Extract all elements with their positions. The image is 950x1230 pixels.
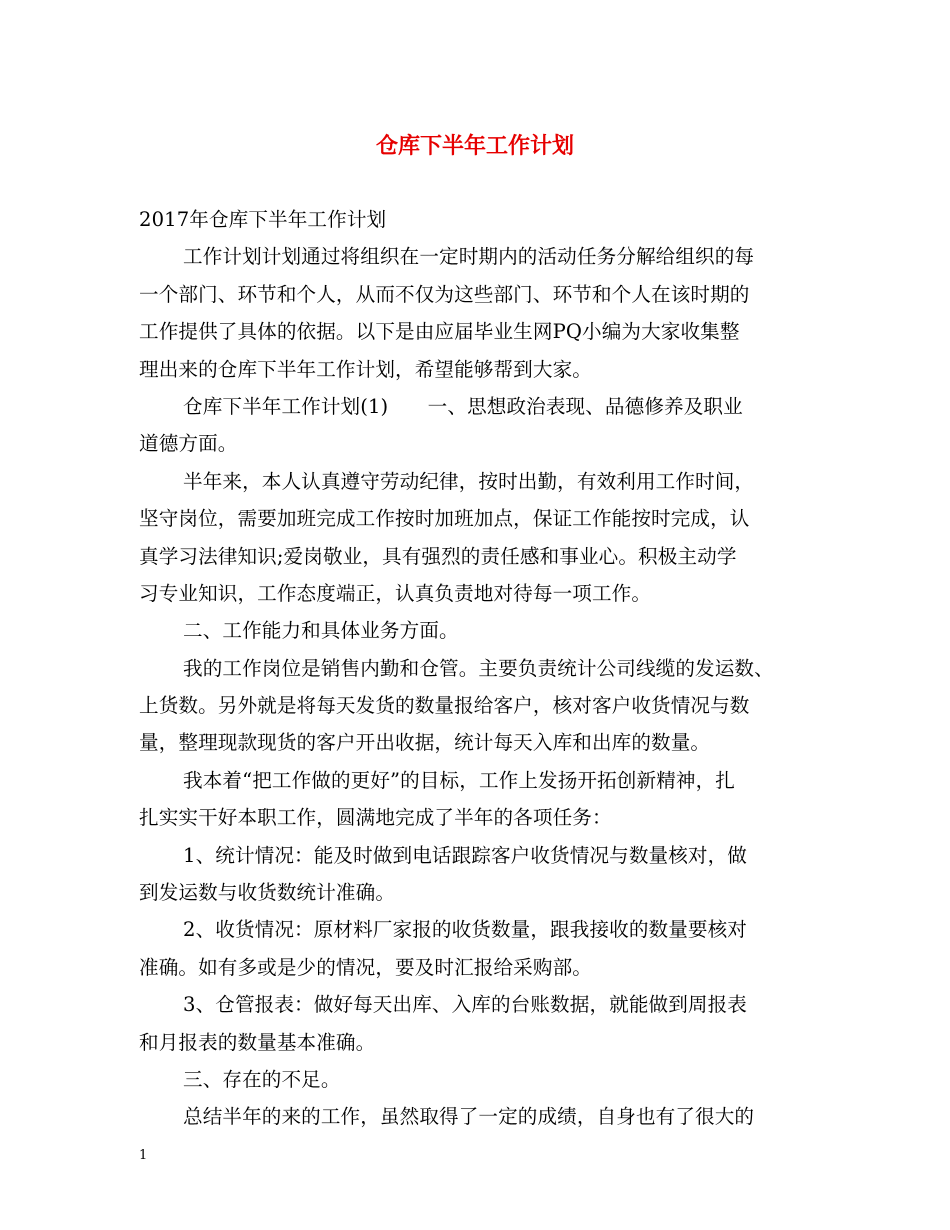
text-line: 工作提供了具体的依据。以下是由应届毕业生网PQ小编为大家收集整 [139, 320, 740, 344]
text-line: 仓库下半年工作计划(1) 一、思想政治表现、品德修养及职业 [183, 394, 743, 418]
text-line: 一个部门、环节和个人，从而不仅为这些部门、环节和个人在该时期的 [139, 282, 750, 306]
text-line: 2、收货情况：原材料厂家报的收货数量，跟我接收的数量要核对 [183, 918, 747, 942]
text-line: 半年来，本人认真遵守劳动纪律，按时出勤，有效利用工作时间， [183, 469, 755, 493]
text-line: 和月报表的数量基本准确。 [139, 1030, 376, 1054]
text-line: 到发运数与收货数统计准确。 [139, 881, 396, 905]
text-line: 真学习法律知识;爱岗敬业，具有强烈的责任感和事业心。积极主动学 [139, 544, 737, 568]
text-line: 扎实实干好本职工作，圆满地完成了半年的各项任务： [139, 806, 612, 830]
text-line: 1、统计情况：能及时做到电话跟踪客户收货情况与数量核对，做 [183, 843, 747, 867]
page-number: 1 [139, 1148, 148, 1163]
text-line: 二、工作能力和具体业务方面。 [183, 619, 459, 643]
text-line: 工作计划计划通过将组织在一定时期内的活动任务分解给组织的每 [183, 245, 755, 269]
document-title: 仓库下半年工作计划 [375, 134, 574, 159]
text-line: 3、仓管报表：做好每天出库、入库的台账数据，就能做到周报表 [183, 993, 747, 1017]
text-line: 上货数。另外就是将每天发货的数量报给客户，核对客户收货情况与数 [139, 694, 750, 718]
text-line: 理出来的仓库下半年工作计划，希望能够帮到大家。 [139, 357, 592, 381]
text-line: 准确。如有多或是少的情况，要及时汇报给采购部。 [139, 955, 592, 979]
text-line: 道德方面。 [139, 432, 238, 456]
text-line: 2017年仓库下半年工作计划 [139, 208, 387, 231]
text-line: 坚守岗位，需要加班完成工作按时加班加点，保证工作能按时完成，认 [139, 507, 750, 531]
text-line: 三、存在的不足。 [183, 1067, 341, 1091]
text-line: 量，整理现款现货的客户开出收据，统计每天入库和出库的数量。 [139, 731, 711, 755]
text-line: 我的工作岗位是销售内勤和仓管。主要负责统计公司线缆的发运数、 [183, 656, 774, 680]
text-line: 我本着“把工作做的更好”的目标，工作上发扬开拓创新精神，扎 [183, 768, 735, 792]
text-line: 总结半年的来的工作，虽然取得了一定的成绩，自身也有了很大的 [183, 1105, 755, 1129]
document-body [139, 201, 817, 1136]
text-line: 习专业知识，工作态度端正，认真负责地对待每一项工作。 [139, 581, 652, 605]
